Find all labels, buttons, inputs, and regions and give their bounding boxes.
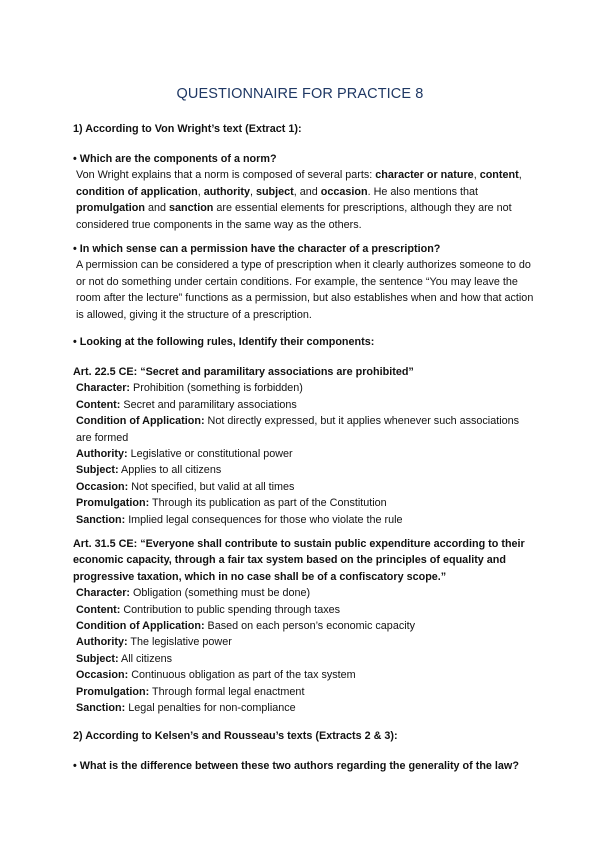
answer-text: , [473,169,480,182]
article-22-5-block [73,364,535,528]
question-2-block [73,241,535,323]
component-label: Promulgation: [76,497,150,510]
component-label: Character: [76,587,131,600]
question-1-text: • Which are the components of a norm? [73,153,277,165]
component-label: Authority: [76,448,128,461]
component-row [73,380,535,396]
component-value: Not specified, but valid at all times [131,480,295,493]
component-row [73,618,535,634]
component-label: Occasion: [76,669,129,682]
answer-text: , [249,185,256,198]
component-value: Legal penalties for non-compliance [128,702,296,715]
component-row [73,397,535,413]
answer-bold: authority [203,185,250,198]
component-value: The legislative power [130,636,232,649]
component-row [73,667,535,683]
component-row [73,585,535,601]
answer-text: are essential elements for prescriptions, although they are not considered true components in the same way as the others. [76,202,512,231]
component-value: Prohibition (something is forbidden) [133,382,303,395]
answer-bold: sanction [169,202,214,215]
component-row [73,700,535,716]
component-label: Promulgation: [76,685,150,698]
component-label: Subject: [76,464,119,477]
question-1-block [73,151,535,233]
component-value: Continuous obligation as part of the tax system [131,669,356,682]
answer-text: and [144,202,169,215]
component-value: Implied legal consequences for those who violate the rule [128,513,403,526]
component-value: Contribution to public spending through taxes [123,603,341,616]
component-row [73,684,535,700]
component-label: Content: [76,398,121,411]
component-value: All citizens [121,652,173,665]
component-row [73,651,535,667]
question-1-answer [73,167,535,233]
component-value: Through formal legal enactment [152,685,305,698]
answer-bold: character or nature [375,169,474,182]
component-value: Based on each person’s economic capacity [207,620,416,633]
section-2-heading: 2) According to Kelsen’s and Rousseau’s texts (Extracts 2 & 3): [73,730,398,742]
component-row [73,602,535,618]
answer-bold: subject [255,185,294,198]
answer-bold: condition of application [76,185,198,198]
question-2-text: • In which sense can a permission have the character of a prescription? [73,243,441,255]
component-value: Secret and paramilitary associations [123,398,297,411]
component-label: Subject: [76,652,119,665]
component-value: Applies to all citizens [121,464,222,477]
component-row [73,495,535,511]
section-2-question-1: • What is the difference between these two authors regarding the generality of the law? [73,760,519,772]
article-31-5-block [73,536,535,716]
component-row [73,634,535,650]
component-label: Condition of Application: [76,415,205,428]
component-label: Authority: [76,636,128,649]
section-1-heading: 1) According to Von Wright’s text (Extract 1): [73,123,302,135]
article-31-5-heading: Art. 31.5 CE: “Everyone shall contribute to sustain public expenditure according to their economic capacity, through a fair tax system based on the principles of equality and progressive taxation, which in no case shall be of a confiscatory scope.” [73,538,525,583]
page-title: QUESTIONNAIRE FOR PRACTICE 8 [176,86,424,102]
answer-text: Von Wright explains that a norm is composed of several parts: [76,169,376,182]
article-22-5-heading: Art. 22.5 CE: “Secret and paramilitary associations are prohibited” [73,366,414,378]
component-value: Through its publication as part of the Constitution [152,497,387,510]
answer-text: , [197,185,204,198]
component-label: Character: [76,382,131,395]
component-row [73,446,535,462]
component-row [73,479,535,495]
answer-text: . He also mentions that [367,185,479,198]
answer-text: , [518,169,522,182]
answer-bold: promulgation [76,202,145,215]
answer-text: , and [293,185,321,198]
component-label: Occasion: [76,480,129,493]
component-value: Not directly expressed, but it applies whenever such associations are formed [76,415,520,444]
component-label: Sanction: [76,702,126,715]
component-label: Sanction: [76,513,126,526]
component-row [73,413,535,446]
component-row [73,462,535,478]
question-3-text: • Looking at the following rules, Identify their components: [73,336,375,348]
component-label: Condition of Application: [76,620,205,633]
component-row [73,512,535,528]
answer-bold: occasion [320,185,368,198]
component-value: Legislative or constitutional power [130,448,293,461]
component-label: Content: [76,603,121,616]
answer-bold: content [479,169,519,182]
question-2-answer: A permission can be considered a type of prescription when it clearly authorizes someone to do or not do something under certain conditions. For example, the sentence “You may leave the room after the lecture” functions as a permission, but also establishes when and how that action is allowed, giving it the structure of a prescription. [76,259,534,321]
component-value: Obligation (something must be done) [133,587,311,600]
